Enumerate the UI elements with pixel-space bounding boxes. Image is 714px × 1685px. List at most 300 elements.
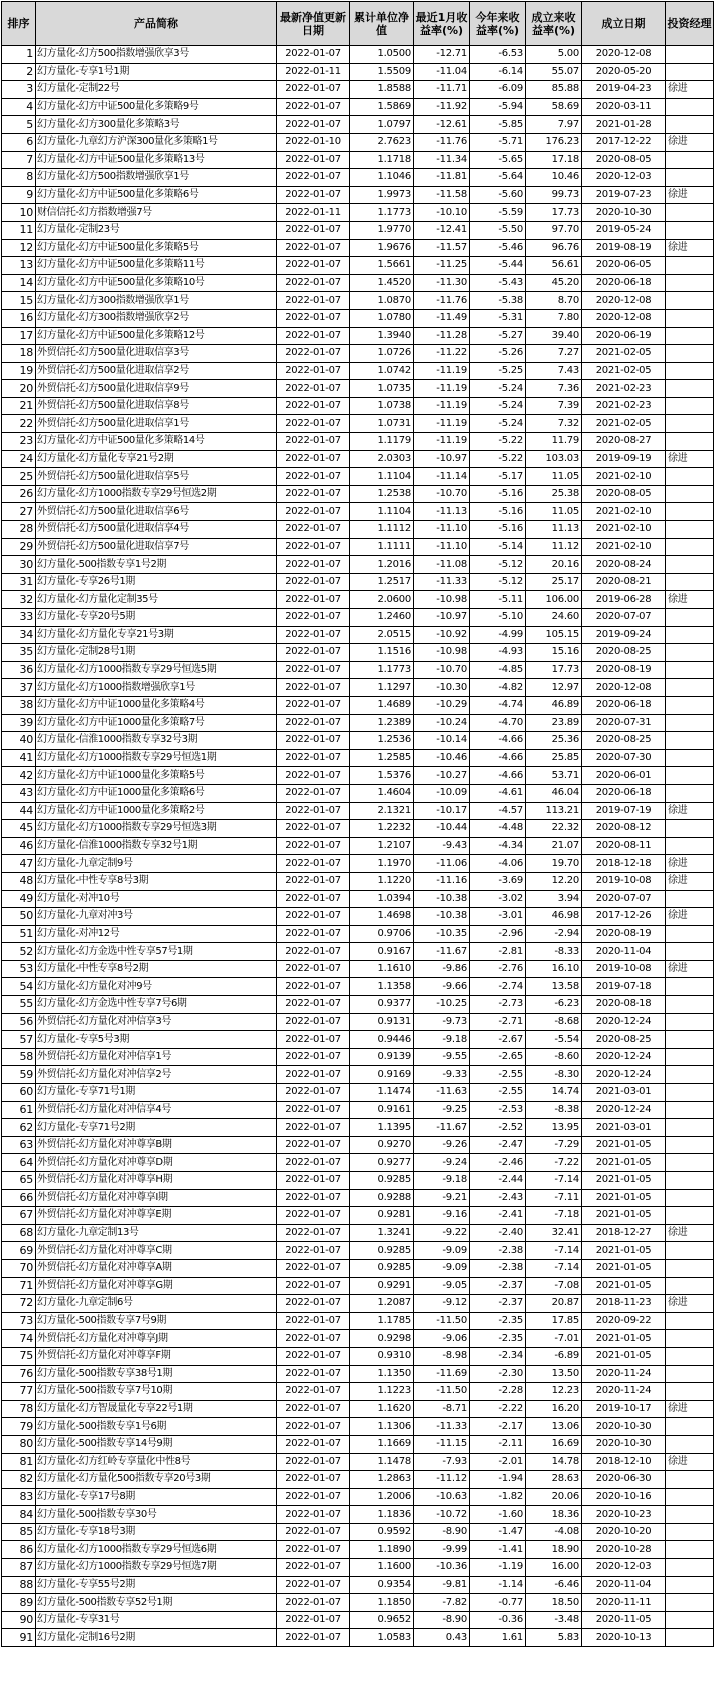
cumulative-nav-cell: 1.2016 — [350, 556, 414, 574]
nav-date-cell: 2022-01-11 — [277, 204, 350, 222]
return-ytd-cell: -2.38 — [470, 1242, 526, 1260]
product-name-cell: 幻方量化-500指数专享7号9期 — [36, 1312, 277, 1330]
return-1m-cell: -11.30 — [414, 274, 470, 292]
nav-date-cell: 2022-01-07 — [277, 450, 350, 468]
return-1m-cell: -9.24 — [414, 1154, 470, 1172]
cumulative-nav-cell: 1.9973 — [350, 186, 414, 204]
return-since-inception-cell: 105.15 — [526, 626, 582, 644]
return-ytd-cell: -5.22 — [470, 450, 526, 468]
rank-cell: 76 — [2, 1365, 36, 1383]
product-name-cell: 幻方量化-幻方1000指数专享29号恒选2期 — [36, 485, 277, 503]
inception-date-cell: 2020-08-11 — [582, 837, 666, 855]
cumulative-nav-cell: 1.4604 — [350, 784, 414, 802]
return-since-inception-cell: 11.79 — [526, 433, 582, 451]
rank-cell: 35 — [2, 644, 36, 662]
return-1m-cell: -10.38 — [414, 890, 470, 908]
cumulative-nav-cell: 1.8588 — [350, 81, 414, 99]
cumulative-nav-cell: 1.1773 — [350, 661, 414, 679]
product-name-cell: 幻方量化-专享55号2期 — [36, 1576, 277, 1594]
product-name-cell: 外贸信托-幻方500量化进取信享7号 — [36, 538, 277, 556]
rank-cell: 20 — [2, 380, 36, 398]
return-1m-cell: -11.19 — [414, 433, 470, 451]
return-since-inception-cell: 12.23 — [526, 1383, 582, 1401]
return-since-inception-cell: 14.74 — [526, 1084, 582, 1102]
nav-date-cell: 2022-01-07 — [277, 609, 350, 627]
return-since-inception-cell: -7.22 — [526, 1154, 582, 1172]
manager-cell — [666, 767, 714, 785]
product-name-cell: 幻方量化-幻方中证1000量化多策略5号 — [36, 767, 277, 785]
nav-date-cell: 2022-01-07 — [277, 1418, 350, 1436]
inception-date-cell: 2018-12-18 — [582, 855, 666, 873]
manager-cell — [666, 1559, 714, 1577]
inception-date-cell: 2020-10-30 — [582, 204, 666, 222]
manager-cell — [666, 63, 714, 81]
rank-cell: 87 — [2, 1559, 36, 1577]
manager-cell — [666, 1629, 714, 1647]
manager-cell — [666, 1541, 714, 1559]
product-name-cell: 外贸信托-幻方量化对冲尊享C期 — [36, 1242, 277, 1260]
return-1m-cell: -11.34 — [414, 151, 470, 169]
manager-cell: 徐进 — [666, 81, 714, 99]
return-since-inception-cell: 7.97 — [526, 116, 582, 134]
return-ytd-cell: -2.53 — [470, 1101, 526, 1119]
cumulative-nav-cell: 0.9298 — [350, 1330, 414, 1348]
cumulative-nav-cell: 1.5376 — [350, 767, 414, 785]
inception-date-cell: 2020-12-24 — [582, 1048, 666, 1066]
manager-cell — [666, 1013, 714, 1031]
table-row — [2, 573, 714, 591]
manager-cell — [666, 1330, 714, 1348]
nav-date-cell: 2022-01-07 — [277, 1066, 350, 1084]
product-name-cell: 幻方量化-幻方1000指数专享29号恒选3期 — [36, 820, 277, 838]
return-since-inception-cell: -8.33 — [526, 943, 582, 961]
table-row — [2, 221, 714, 239]
return-1m-cell: -9.86 — [414, 960, 470, 978]
manager-cell: 徐进 — [666, 855, 714, 873]
rank-cell: 74 — [2, 1330, 36, 1348]
return-ytd-cell: -4.66 — [470, 749, 526, 767]
product-name-cell: 幻方量化-定制16号2期 — [36, 1629, 277, 1647]
return-ytd-cell: -2.71 — [470, 1013, 526, 1031]
nav-date-cell: 2022-01-07 — [277, 1576, 350, 1594]
return-1m-cell: -11.25 — [414, 257, 470, 275]
inception-date-cell: 2020-10-20 — [582, 1523, 666, 1541]
product-name-cell: 幻方量化-500指数专享1号6期 — [36, 1418, 277, 1436]
rank-cell: 47 — [2, 855, 36, 873]
rank-cell: 78 — [2, 1400, 36, 1418]
table-row — [2, 802, 714, 820]
cumulative-nav-cell: 1.2006 — [350, 1488, 414, 1506]
product-name-cell: 幻方量化-专享5号3期 — [36, 1031, 277, 1049]
nav-date-cell: 2022-01-07 — [277, 521, 350, 539]
return-since-inception-cell: 17.73 — [526, 204, 582, 222]
table-row — [2, 1594, 714, 1612]
product-name-cell: 幻方量化-幻方量化500指数专享20号3期 — [36, 1471, 277, 1489]
rank-cell: 53 — [2, 960, 36, 978]
return-since-inception-cell: 96.76 — [526, 239, 582, 257]
nav-date-cell: 2022-01-07 — [277, 1031, 350, 1049]
product-name-cell: 外贸信托-幻方500量化进取信享1号 — [36, 415, 277, 433]
cumulative-nav-cell: 1.1220 — [350, 872, 414, 890]
manager-cell — [666, 943, 714, 961]
return-1m-cell: -10.29 — [414, 696, 470, 714]
cumulative-nav-cell: 1.2863 — [350, 1471, 414, 1489]
rank-cell: 80 — [2, 1435, 36, 1453]
manager-cell — [666, 1418, 714, 1436]
cumulative-nav-cell: 1.2538 — [350, 485, 414, 503]
return-ytd-cell: -5.24 — [470, 397, 526, 415]
manager-cell — [666, 169, 714, 187]
return-since-inception-cell: 7.39 — [526, 397, 582, 415]
nav-date-cell: 2022-01-07 — [277, 943, 350, 961]
cumulative-nav-cell: 1.2536 — [350, 732, 414, 750]
return-since-inception-cell: 25.38 — [526, 485, 582, 503]
inception-date-cell: 2019-08-19 — [582, 239, 666, 257]
return-since-inception-cell: -7.14 — [526, 1172, 582, 1190]
return-since-inception-cell: 7.43 — [526, 362, 582, 380]
inception-date-cell: 2020-12-24 — [582, 1066, 666, 1084]
inception-date-cell: 2020-09-22 — [582, 1312, 666, 1330]
nav-date-cell: 2022-01-07 — [277, 767, 350, 785]
return-1m-cell: -10.38 — [414, 908, 470, 926]
inception-date-cell: 2020-12-08 — [582, 46, 666, 64]
return-1m-cell: -9.81 — [414, 1576, 470, 1594]
return-ytd-cell: -5.94 — [470, 98, 526, 116]
product-name-cell: 外贸信托-幻方量化对冲尊享I期 — [36, 1189, 277, 1207]
return-1m-cell: -11.67 — [414, 1119, 470, 1137]
product-name-cell: 外贸信托-幻方量化对冲尊享J期 — [36, 1330, 277, 1348]
table-row — [2, 1576, 714, 1594]
product-name-cell: 幻方量化-九章定制9号 — [36, 855, 277, 873]
return-1m-cell: -9.16 — [414, 1207, 470, 1225]
rank-cell: 2 — [2, 63, 36, 81]
inception-date-cell: 2019-06-28 — [582, 591, 666, 609]
product-name-cell: 外贸信托-幻方量化对冲尊享E期 — [36, 1207, 277, 1225]
nav-date-cell: 2022-01-07 — [277, 978, 350, 996]
rank-cell: 69 — [2, 1242, 36, 1260]
return-ytd-cell: -6.14 — [470, 63, 526, 81]
nav-date-cell: 2022-01-07 — [277, 327, 350, 345]
return-since-inception-cell: 18.90 — [526, 1541, 582, 1559]
table-row — [2, 204, 714, 222]
rank-cell: 41 — [2, 749, 36, 767]
table-row — [2, 133, 714, 151]
return-1m-cell: -11.33 — [414, 1418, 470, 1436]
manager-cell: 徐进 — [666, 802, 714, 820]
rank-cell: 73 — [2, 1312, 36, 1330]
cumulative-nav-cell: 0.9354 — [350, 1576, 414, 1594]
return-since-inception-cell: 20.06 — [526, 1488, 582, 1506]
manager-cell — [666, 1347, 714, 1365]
rank-cell: 64 — [2, 1154, 36, 1172]
cumulative-nav-cell: 1.2107 — [350, 837, 414, 855]
return-1m-cell: -11.19 — [414, 362, 470, 380]
nav-date-cell: 2022-01-07 — [277, 556, 350, 574]
nav-date-cell: 2022-01-07 — [277, 679, 350, 697]
rank-cell: 37 — [2, 679, 36, 697]
product-name-cell: 幻方量化-幻方中证500量化多策略9号 — [36, 98, 277, 116]
cumulative-nav-cell: 1.5509 — [350, 63, 414, 81]
manager-cell: 徐进 — [666, 239, 714, 257]
product-name-cell: 幻方量化-中性专享8号2期 — [36, 960, 277, 978]
inception-date-cell: 2019-10-08 — [582, 960, 666, 978]
inception-date-cell: 2020-08-25 — [582, 644, 666, 662]
table-row — [2, 1295, 714, 1313]
return-ytd-cell: -2.38 — [470, 1259, 526, 1277]
inception-date-cell: 2019-09-19 — [582, 450, 666, 468]
cumulative-nav-cell: 1.1478 — [350, 1453, 414, 1471]
return-1m-cell: -12.41 — [414, 221, 470, 239]
cumulative-nav-cell: 1.1600 — [350, 1559, 414, 1577]
nav-date-cell: 2022-01-07 — [277, 1048, 350, 1066]
nav-date-cell: 2022-01-07 — [277, 1594, 350, 1612]
return-since-inception-cell: 10.46 — [526, 169, 582, 187]
nav-date-cell: 2022-01-07 — [277, 890, 350, 908]
return-since-inception-cell: 13.95 — [526, 1119, 582, 1137]
inception-date-cell: 2020-10-13 — [582, 1629, 666, 1647]
manager-cell — [666, 679, 714, 697]
return-1m-cell: -11.22 — [414, 345, 470, 363]
return-1m-cell: -9.55 — [414, 1048, 470, 1066]
return-since-inception-cell: 17.18 — [526, 151, 582, 169]
product-name-cell: 外贸信托-幻方量化对冲尊享D期 — [36, 1154, 277, 1172]
nav-date-cell: 2022-01-07 — [277, 1383, 350, 1401]
table-row — [2, 98, 714, 116]
table-row — [2, 890, 714, 908]
table-row — [2, 1347, 714, 1365]
cumulative-nav-cell: 1.1179 — [350, 433, 414, 451]
return-since-inception-cell: 19.70 — [526, 855, 582, 873]
inception-date-cell: 2021-03-01 — [582, 1119, 666, 1137]
return-1m-cell: -10.10 — [414, 204, 470, 222]
table-row — [2, 397, 714, 415]
return-since-inception-cell: 13.50 — [526, 1365, 582, 1383]
cumulative-nav-cell: 1.1785 — [350, 1312, 414, 1330]
return-ytd-cell: -4.61 — [470, 784, 526, 802]
rank-cell: 88 — [2, 1576, 36, 1594]
product-name-cell: 外贸信托-幻方量化对冲尊享B期 — [36, 1136, 277, 1154]
table-row — [2, 1365, 714, 1383]
cumulative-nav-cell: 1.1104 — [350, 468, 414, 486]
product-name-cell: 幻方量化-幻方中证500量化多策略10号 — [36, 274, 277, 292]
product-name-cell: 幻方量化-对冲10号 — [36, 890, 277, 908]
return-ytd-cell: -2.65 — [470, 1048, 526, 1066]
nav-date-cell: 2022-01-07 — [277, 503, 350, 521]
manager-cell: 徐进 — [666, 1453, 714, 1471]
cumulative-nav-cell: 0.9310 — [350, 1347, 414, 1365]
table-row — [2, 63, 714, 81]
table-row — [2, 362, 714, 380]
cumulative-nav-cell: 1.1890 — [350, 1541, 414, 1559]
table-row — [2, 1559, 714, 1577]
inception-date-cell: 2021-01-05 — [582, 1330, 666, 1348]
return-ytd-cell: -4.70 — [470, 714, 526, 732]
manager-cell — [666, 1435, 714, 1453]
rank-cell: 61 — [2, 1101, 36, 1119]
table-row — [2, 309, 714, 327]
rank-cell: 65 — [2, 1172, 36, 1190]
cumulative-nav-cell: 0.9446 — [350, 1031, 414, 1049]
rank-cell: 38 — [2, 696, 36, 714]
rank-cell: 55 — [2, 996, 36, 1014]
nav-date-cell: 2022-01-07 — [277, 1541, 350, 1559]
rank-cell: 1 — [2, 46, 36, 64]
table-row — [2, 943, 714, 961]
inception-date-cell: 2018-12-10 — [582, 1453, 666, 1471]
product-name-cell: 财信信托-幻方指数增强7号 — [36, 204, 277, 222]
table-row — [2, 925, 714, 943]
header-return-1m: 最近1月收益率(%) — [414, 2, 470, 46]
table-row — [2, 1066, 714, 1084]
product-name-cell: 幻方量化-九章定制13号 — [36, 1224, 277, 1242]
return-1m-cell: 0.43 — [414, 1629, 470, 1647]
return-ytd-cell: -4.93 — [470, 644, 526, 662]
return-ytd-cell: -2.67 — [470, 1031, 526, 1049]
product-name-cell: 幻方量化-定制23号 — [36, 221, 277, 239]
table-row — [2, 1013, 714, 1031]
nav-date-cell: 2022-01-07 — [277, 186, 350, 204]
return-since-inception-cell: -7.08 — [526, 1277, 582, 1295]
nav-date-cell: 2022-01-07 — [277, 784, 350, 802]
rank-cell: 75 — [2, 1347, 36, 1365]
inception-date-cell: 2020-12-03 — [582, 169, 666, 187]
cumulative-nav-cell: 0.9167 — [350, 943, 414, 961]
table-row — [2, 872, 714, 890]
return-ytd-cell: -2.46 — [470, 1154, 526, 1172]
header-inception-date: 成立日期 — [582, 2, 666, 46]
inception-date-cell: 2020-03-11 — [582, 98, 666, 116]
return-ytd-cell: -1.82 — [470, 1488, 526, 1506]
table-row — [2, 626, 714, 644]
cumulative-nav-cell: 0.9285 — [350, 1172, 414, 1190]
product-name-cell: 幻方量化-幻方中证1000量化多策略2号 — [36, 802, 277, 820]
return-1m-cell: -9.18 — [414, 1031, 470, 1049]
return-ytd-cell: -5.24 — [470, 415, 526, 433]
return-since-inception-cell: -6.89 — [526, 1347, 582, 1365]
product-name-cell: 幻方量化-幻方金选中性专享7号6期 — [36, 996, 277, 1014]
product-name-cell: 外贸信托-幻方量化对冲信享3号 — [36, 1013, 277, 1031]
return-since-inception-cell: 28.63 — [526, 1471, 582, 1489]
return-1m-cell: -10.36 — [414, 1559, 470, 1577]
cumulative-nav-cell: 0.9277 — [350, 1154, 414, 1172]
manager-cell — [666, 1172, 714, 1190]
rank-cell: 56 — [2, 1013, 36, 1031]
inception-date-cell: 2020-06-01 — [582, 767, 666, 785]
rank-cell: 84 — [2, 1506, 36, 1524]
cumulative-nav-cell: 1.1773 — [350, 204, 414, 222]
rank-cell: 23 — [2, 433, 36, 451]
table-row — [2, 450, 714, 468]
product-name-cell: 外贸信托-幻方500量化进取信享5号 — [36, 468, 277, 486]
inception-date-cell: 2020-11-04 — [582, 943, 666, 961]
product-name-cell: 幻方量化-专享1号1期 — [36, 63, 277, 81]
cumulative-nav-cell: 1.4689 — [350, 696, 414, 714]
return-since-inception-cell: 25.36 — [526, 732, 582, 750]
inception-date-cell: 2021-03-01 — [582, 1084, 666, 1102]
return-ytd-cell: -5.14 — [470, 538, 526, 556]
inception-date-cell: 2020-08-24 — [582, 556, 666, 574]
table-row — [2, 1172, 714, 1190]
nav-date-cell: 2022-01-07 — [277, 415, 350, 433]
product-name-cell: 幻方量化-幻方中证1000量化多策略7号 — [36, 714, 277, 732]
table-row — [2, 644, 714, 662]
nav-date-cell: 2022-01-07 — [277, 837, 350, 855]
return-1m-cell: -9.33 — [414, 1066, 470, 1084]
table-row — [2, 609, 714, 627]
table-row — [2, 239, 714, 257]
nav-date-cell: 2022-01-07 — [277, 1136, 350, 1154]
return-ytd-cell: -3.02 — [470, 890, 526, 908]
return-1m-cell: -11.50 — [414, 1383, 470, 1401]
return-ytd-cell: -5.12 — [470, 573, 526, 591]
product-name-cell: 幻方量化-中性专享8号3期 — [36, 872, 277, 890]
product-name-cell: 外贸信托-幻方量化对冲尊享G期 — [36, 1277, 277, 1295]
inception-date-cell: 2020-12-24 — [582, 1101, 666, 1119]
header-rank: 排序 — [2, 2, 36, 46]
nav-date-cell: 2022-01-07 — [277, 362, 350, 380]
rank-cell: 43 — [2, 784, 36, 802]
return-ytd-cell: -2.47 — [470, 1136, 526, 1154]
product-name-cell: 外贸信托-幻方500量化进取信享2号 — [36, 362, 277, 380]
return-ytd-cell: -3.01 — [470, 908, 526, 926]
return-1m-cell: -10.09 — [414, 784, 470, 802]
nav-date-cell: 2022-01-07 — [277, 1119, 350, 1137]
table-row — [2, 1611, 714, 1629]
nav-date-cell: 2022-01-07 — [277, 1488, 350, 1506]
rank-cell: 72 — [2, 1295, 36, 1313]
return-since-inception-cell: 46.89 — [526, 696, 582, 714]
table-row — [2, 1259, 714, 1277]
cumulative-nav-cell: 0.9285 — [350, 1259, 414, 1277]
return-1m-cell: -9.18 — [414, 1172, 470, 1190]
nav-date-cell: 2022-01-07 — [277, 1259, 350, 1277]
cumulative-nav-cell: 1.1223 — [350, 1383, 414, 1401]
product-name-cell: 幻方量化-幻方中证500量化多策略11号 — [36, 257, 277, 275]
manager-cell: 徐进 — [666, 872, 714, 890]
product-name-cell: 幻方量化-九章定制6号 — [36, 1295, 277, 1313]
product-name-cell: 幻方量化-专享71号1期 — [36, 1084, 277, 1102]
header-row — [2, 2, 714, 46]
nav-date-cell: 2022-01-07 — [277, 116, 350, 134]
inception-date-cell: 2017-12-22 — [582, 133, 666, 151]
cumulative-nav-cell: 1.2460 — [350, 609, 414, 627]
nav-date-cell: 2022-01-07 — [277, 855, 350, 873]
table-row — [2, 1136, 714, 1154]
nav-date-cell: 2022-01-07 — [277, 908, 350, 926]
manager-cell — [666, 714, 714, 732]
inception-date-cell: 2021-01-05 — [582, 1172, 666, 1190]
fund-ranking-table — [1, 1, 714, 1647]
cumulative-nav-cell: 1.5869 — [350, 98, 414, 116]
return-1m-cell: -10.17 — [414, 802, 470, 820]
table-row — [2, 1119, 714, 1137]
rank-cell: 60 — [2, 1084, 36, 1102]
inception-date-cell: 2020-06-18 — [582, 784, 666, 802]
return-since-inception-cell: 46.98 — [526, 908, 582, 926]
return-1m-cell: -9.43 — [414, 837, 470, 855]
manager-cell — [666, 1101, 714, 1119]
rank-cell: 90 — [2, 1611, 36, 1629]
return-since-inception-cell: 7.80 — [526, 309, 582, 327]
return-since-inception-cell: 24.60 — [526, 609, 582, 627]
table-row — [2, 1488, 714, 1506]
cumulative-nav-cell: 1.0870 — [350, 292, 414, 310]
product-name-cell: 幻方量化-幻方中证500量化多策略14号 — [36, 433, 277, 451]
product-name-cell: 幻方量化-幻方中证1000量化多策略6号 — [36, 784, 277, 802]
nav-date-cell: 2022-01-07 — [277, 714, 350, 732]
return-1m-cell: -9.22 — [414, 1224, 470, 1242]
nav-date-cell: 2022-01-07 — [277, 169, 350, 187]
